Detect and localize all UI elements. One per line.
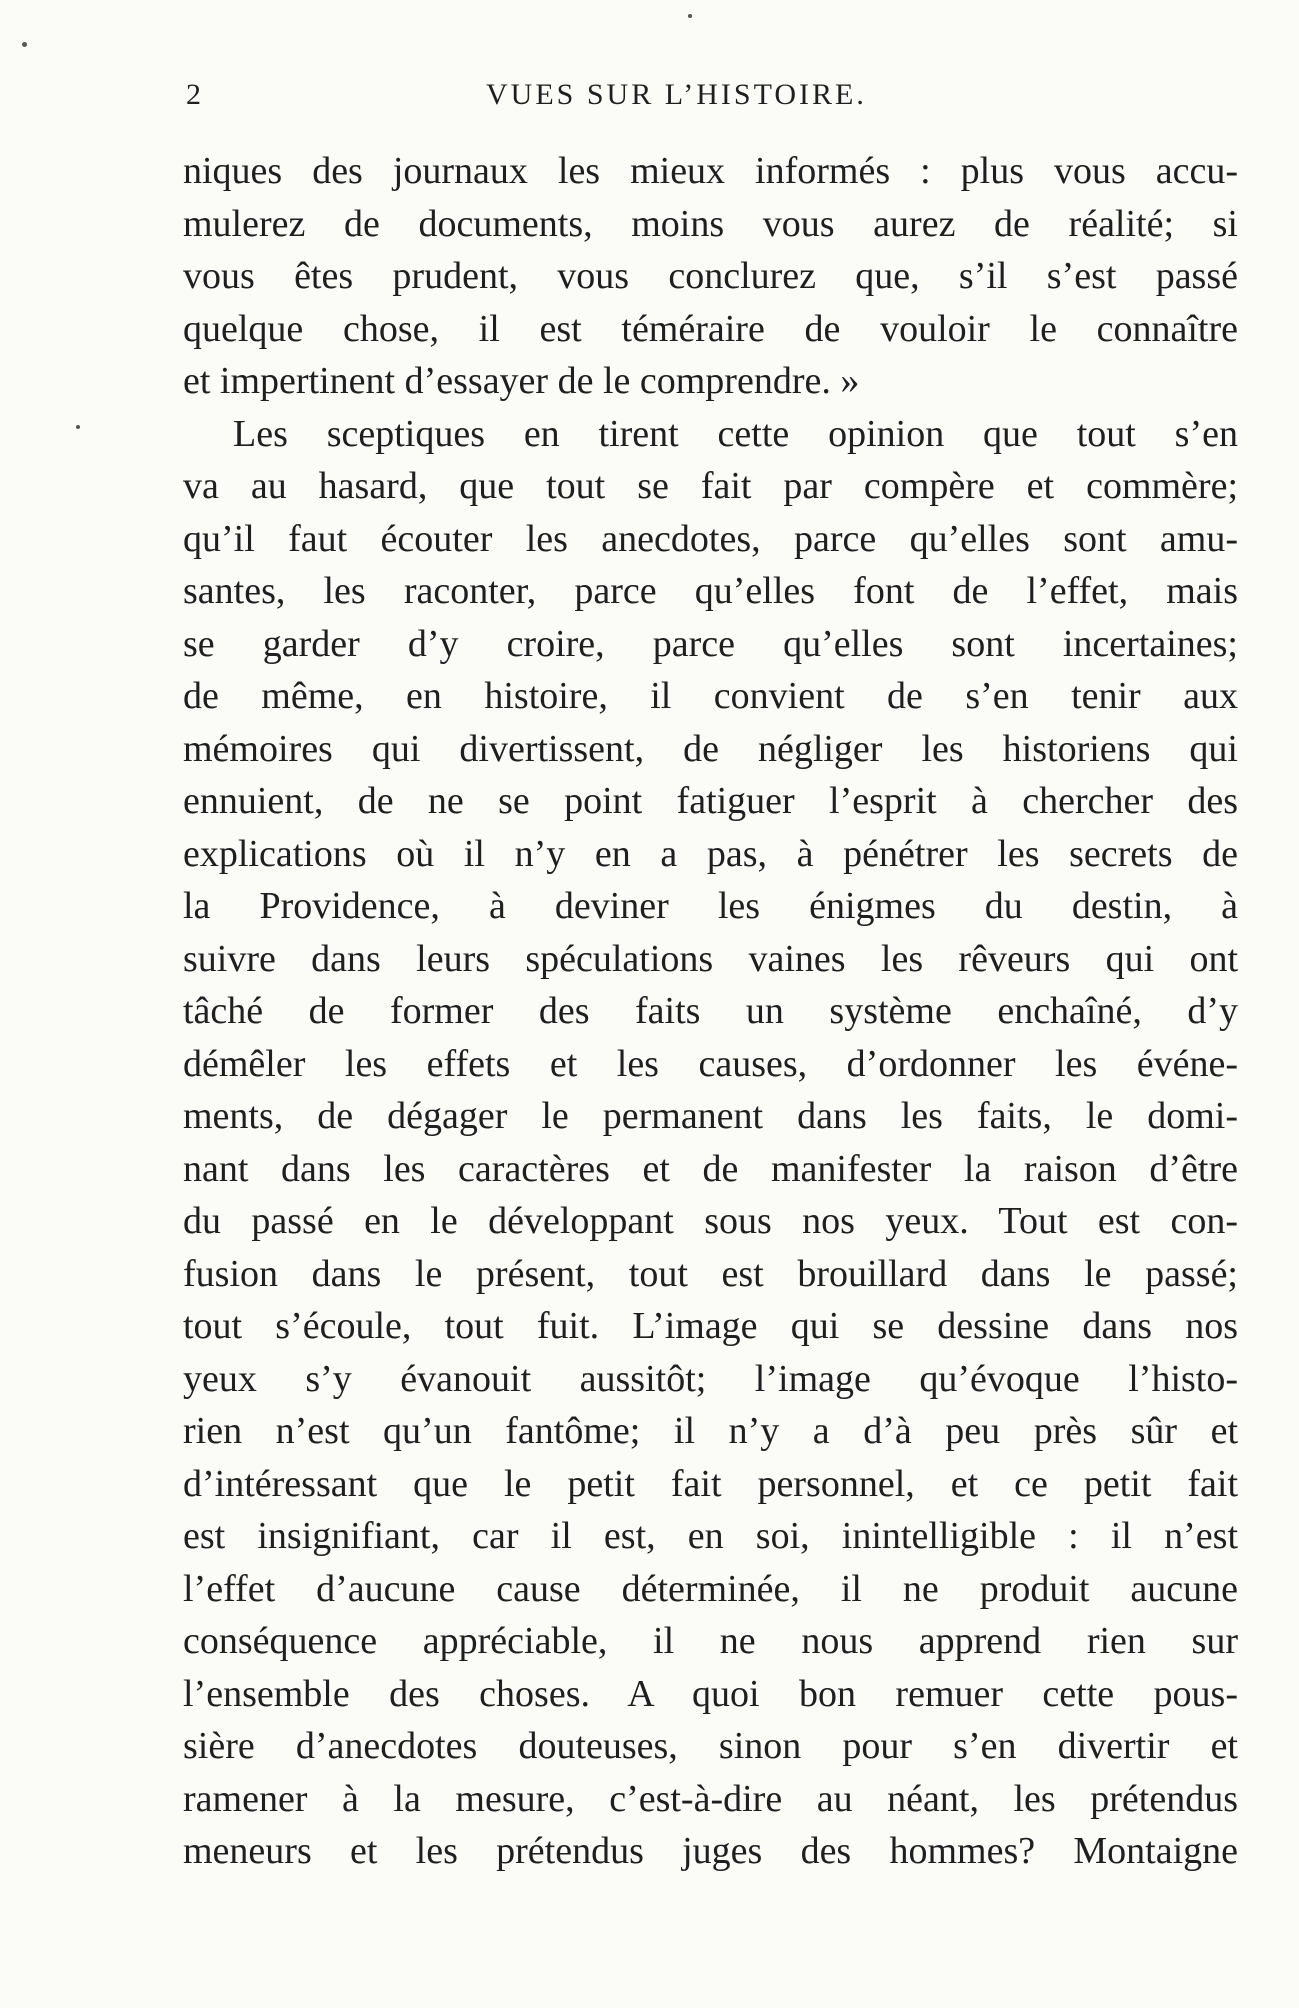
ink-speck [76,425,80,429]
text-line: l’effet d’aucune cause déterminée, il ne produit aucune [183,1567,1238,1610]
text-line: la Providence, à deviner les énigmes du destin, à [183,885,1238,927]
text-line: et impertinent d’essayer de le comprendre. » [183,360,860,402]
text-line: yeux s’y évanouit aussitôt; l’image qu’évoque l’histo- [183,1357,1238,1400]
text-line: mémoires qui divertissent, de négliger les historiens qui [183,727,1238,770]
text-line: l’ensemble des choses. A quoi bon remuer cette pous- [183,1672,1238,1715]
text-line: niques des journaux les mieux informés : plus vous accu- [183,150,1238,192]
body-text [183,145,1238,1878]
text-line: rien n’est qu’un fantôme; il n’y a d’à peu près sûr et [183,1410,1238,1452]
text-line: va au hasard, que tout se fait par compère et commère; [183,465,1238,507]
ink-speck [22,42,27,47]
text-line: nant dans les caractères et de manifester la raison d’être [183,1147,1238,1190]
running-header [186,78,1236,122]
text-line: conséquence appréciable, il ne nous apprend rien sur [183,1620,1238,1662]
text-line: tout s’écoule, tout fuit. L’image qui se dessine dans nos [183,1305,1238,1347]
text-line: de même, en histoire, il convient de s’en tenir aux [183,675,1238,717]
text-line: mulerez de documents, moins vous aurez de réalité; si [183,202,1238,245]
text-line: est insignifiant, car il est, en soi, inintelligible : il n’est [183,1515,1238,1557]
page-number: 2 [186,78,204,111]
text-line: se garder d’y croire, parce qu’elles sont incertaines; [183,622,1238,665]
text-line: explications où il n’y en a pas, à pénétrer les secrets de [183,832,1238,875]
ink-speck [688,14,692,18]
text-line: d’intéressant que le petit fait personnel, et ce petit fait [183,1462,1238,1505]
text-line: tâché de former des faits un système enchaîné, d’y [183,990,1238,1032]
running-title: VUES SUR L’HISTOIRE. [486,78,867,111]
text-line: ments, de dégager le permanent dans les faits, le domi- [183,1095,1238,1137]
text-line: vous êtes prudent, vous conclurez que, s’il s’est passé [183,255,1238,297]
text-line: qu’il faut écouter les anecdotes, parce qu’elles sont amu- [183,517,1238,560]
text-line: du passé en le développant sous nos yeux. Tout est con- [183,1200,1238,1242]
text-line: fusion dans le présent, tout est brouillard dans le passé; [183,1252,1238,1295]
text-line: suivre dans leurs spéculations vaines les rêveurs qui ont [183,937,1238,980]
paragraph-first-line: Les sceptiques en tirent cette opinion que tout s’en [233,412,1238,455]
text-line: sière d’anecdotes douteuses, sinon pour s’en divertir et [183,1725,1238,1767]
text-line: ramener à la mesure, c’est-à-dire au néant, les prétendus [183,1777,1238,1820]
text-line: quelque chose, il est téméraire de vouloir le connaître [183,307,1238,350]
text-line: ennuient, de ne se point fatiguer l’esprit à chercher des [183,780,1238,822]
text-line: meneurs et les prétendus juges des hommes? Montaigne [183,1830,1238,1872]
text-line: santes, les raconter, parce qu’elles font de l’effet, mais [183,570,1238,612]
text-line: démêler les effets et les causes, d’ordonner les événe- [183,1042,1238,1085]
